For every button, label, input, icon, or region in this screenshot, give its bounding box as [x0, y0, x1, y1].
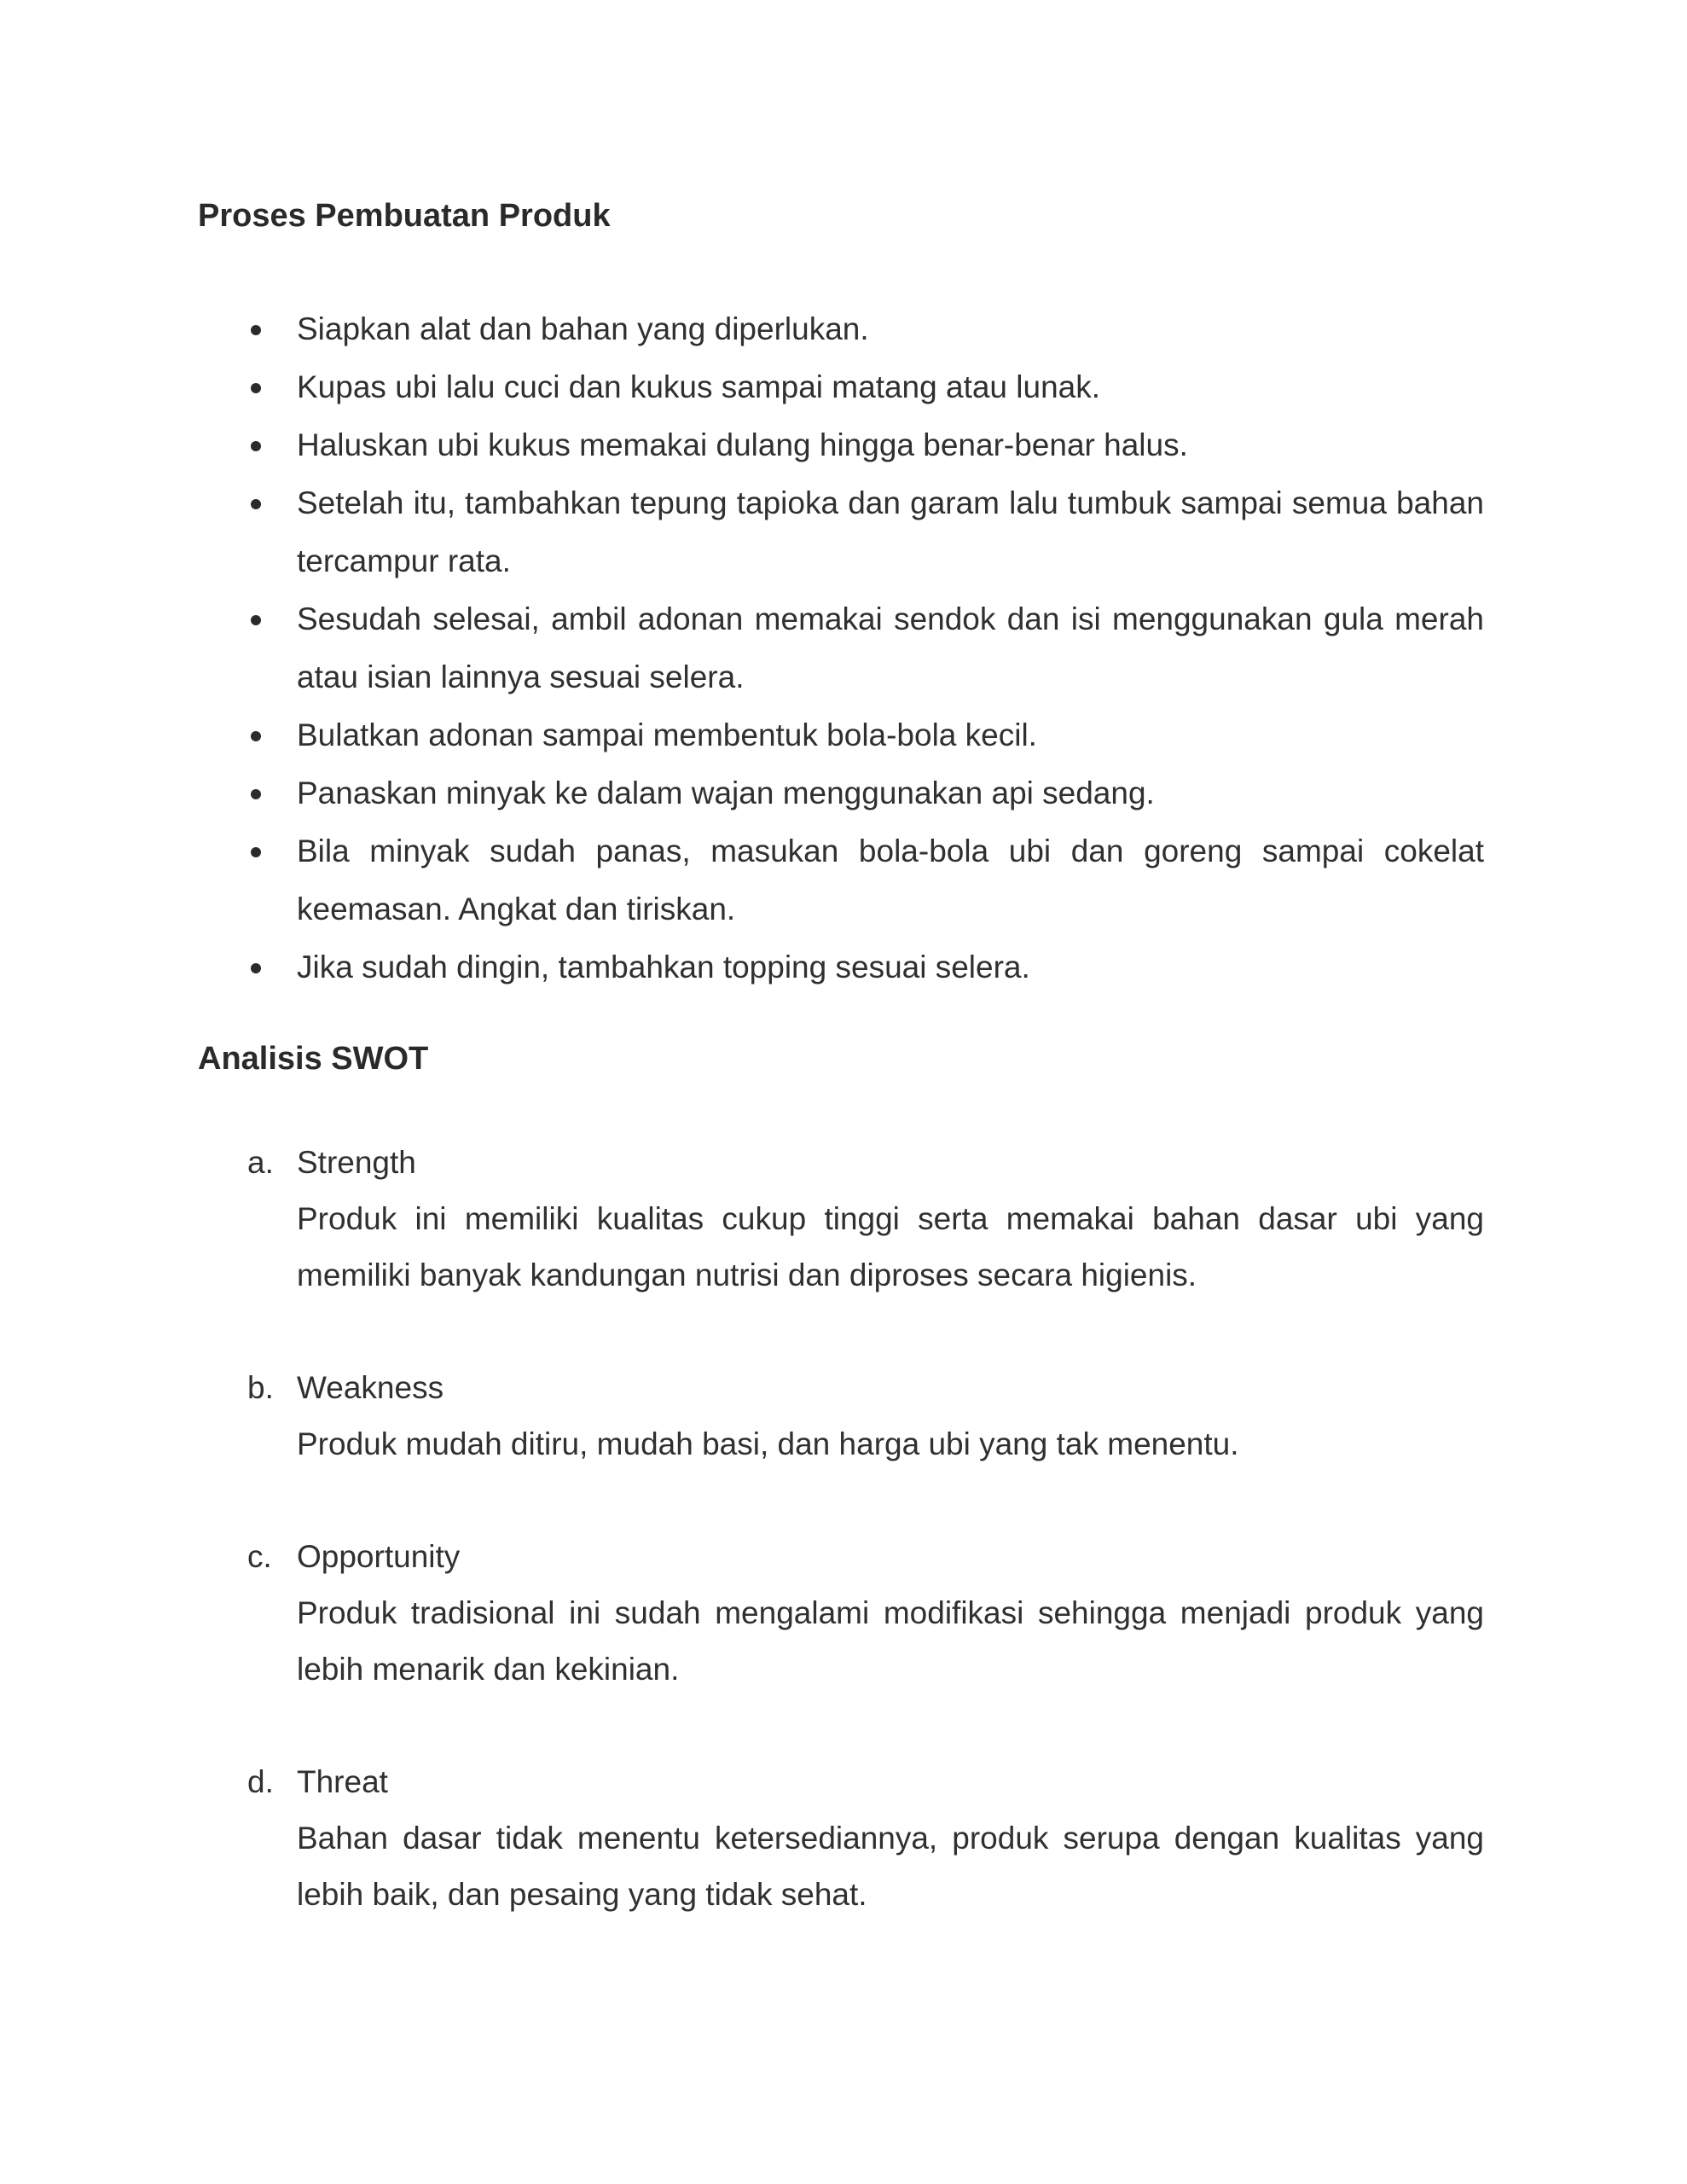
swot-marker: c.	[247, 1539, 272, 1574]
process-step	[198, 358, 1484, 416]
bullet-icon	[251, 731, 261, 741]
swot-item-threat	[198, 1754, 1484, 1923]
process-step-text: Panaskan minyak ke dalam wajan menggunakan api sedang.	[297, 775, 1155, 810]
process-step-text: Setelah itu, tambahkan tepung tapioka dan garam lalu tumbuk sampai semua bahan tercampur rata.	[297, 485, 1484, 578]
swot-item-text: Produk ini memiliki kualitas cukup tinggi serta memakai bahan dasar ubi yang memiliki banyak kandungan nutrisi dan diproses secara higienis.	[297, 1201, 1484, 1292]
swot-item-heading: Weakness	[297, 1370, 444, 1405]
process-step	[198, 764, 1484, 822]
bullet-icon	[251, 383, 261, 393]
process-heading: Proses Pembuatan Produk	[198, 198, 611, 234]
process-step-text: Bila minyak sudah panas, masukan bola-bola ubi dan goreng sampai cokelat keemasan. Angkat dan tiriskan.	[297, 834, 1484, 926]
bullet-icon	[251, 847, 261, 857]
process-step-text: Kupas ubi lalu cuci dan kukus sampai matang atau lunak.	[297, 369, 1101, 404]
swot-list	[198, 1135, 1484, 1923]
swot-marker: d.	[247, 1764, 274, 1799]
process-steps-list	[198, 300, 1484, 996]
swot-item-text: Produk mudah ditiru, mudah basi, dan harga ubi yang tak menentu.	[297, 1426, 1239, 1461]
process-step-text: Jika sudah dingin, tambahkan topping sesuai selera.	[297, 950, 1030, 985]
swot-item-text: Bahan dasar tidak menentu ketersediannya, produk serupa dengan kualitas yang lebih baik, dan pesaing yang tidak sehat.	[297, 1821, 1484, 1912]
process-step-text: Siapkan alat dan bahan yang diperlukan.	[297, 311, 869, 346]
process-step-text: Bulatkan adonan sampai membentuk bola-bola kecil.	[297, 717, 1037, 752]
bullet-icon	[251, 499, 261, 509]
process-step-text: Sesudah selesai, ambil adonan memakai sendok dan isi menggunakan gula merah atau isian lainnya sesuai selera.	[297, 601, 1484, 694]
process-step	[198, 416, 1484, 474]
bullet-icon	[251, 325, 261, 335]
swot-marker: b.	[247, 1370, 274, 1405]
process-step	[198, 474, 1484, 590]
process-step	[198, 938, 1484, 996]
swot-item-strength	[198, 1135, 1484, 1304]
bullet-icon	[251, 441, 261, 451]
process-step	[198, 822, 1484, 938]
swot-item-opportunity	[198, 1529, 1484, 1698]
swot-marker: a.	[247, 1145, 274, 1180]
document-content	[198, 193, 1484, 1923]
swot-item-heading: Strength	[297, 1145, 416, 1180]
process-step	[198, 590, 1484, 706]
bullet-icon	[251, 963, 261, 973]
swot-item-heading: Threat	[297, 1764, 388, 1799]
process-step	[198, 706, 1484, 764]
process-step	[198, 300, 1484, 358]
bullet-icon	[251, 615, 261, 625]
process-step-text: Haluskan ubi kukus memakai dulang hingga benar-benar halus.	[297, 427, 1188, 462]
swot-item-text: Produk tradisional ini sudah mengalami modifikasi sehingga menjadi produk yang lebih menarik dan kekinian.	[297, 1595, 1484, 1687]
swot-item-weakness	[198, 1360, 1484, 1472]
swot-item-heading: Opportunity	[297, 1539, 461, 1574]
bullet-icon	[251, 789, 261, 799]
swot-heading: Analisis SWOT	[198, 1041, 429, 1077]
